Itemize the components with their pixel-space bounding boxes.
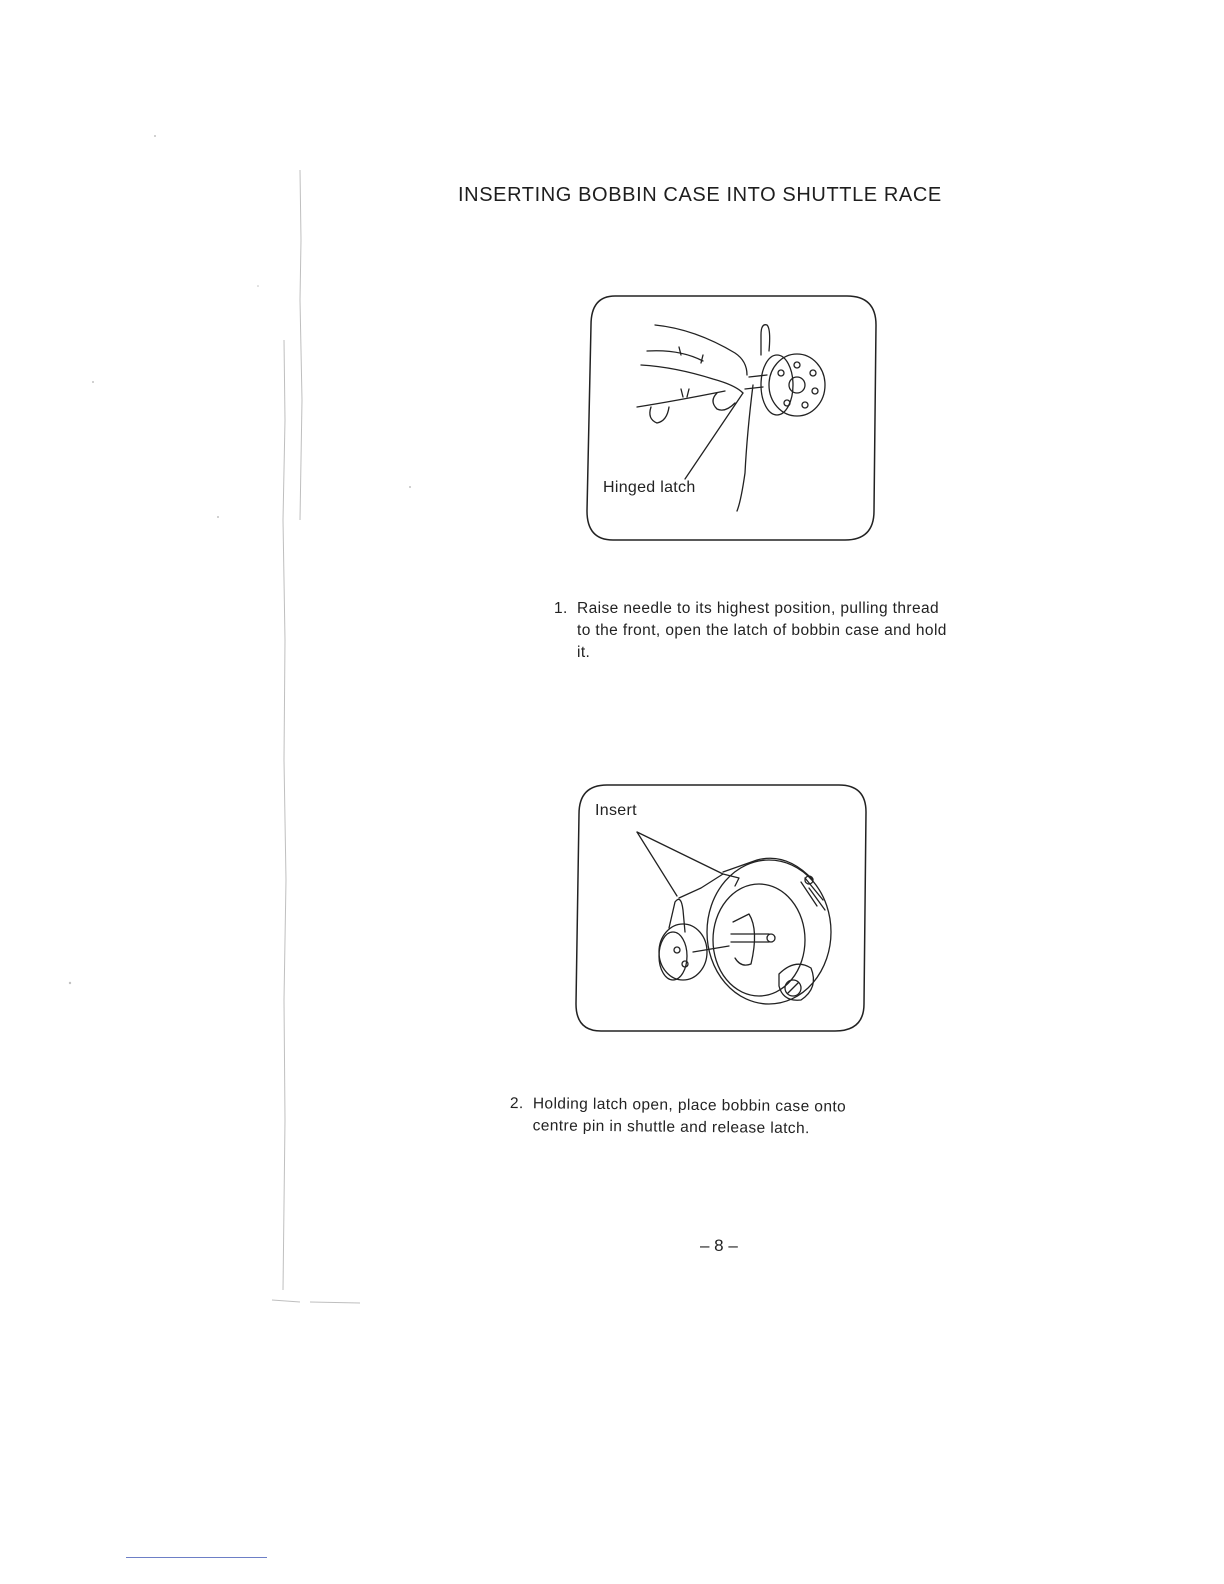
page-number: – 8 – <box>700 1236 738 1255</box>
hinged-latch-label: Hinged latch <box>603 479 696 496</box>
scan-edge-artifacts <box>0 0 420 1320</box>
step-1 <box>554 598 950 664</box>
figure-insert <box>573 782 869 1034</box>
step-2-text: Holding latch open, place bobbin case onto centre pin in shuttle and release latch. <box>532 1095 847 1138</box>
figure-hinged-latch <box>585 293 878 543</box>
bobbin-case-latch-illustration <box>585 293 878 543</box>
step-2-number: 2. <box>509 1094 524 1113</box>
page-title: INSERTING BOBBIN CASE INTO SHUTTLE RACE <box>458 184 942 206</box>
step-2 <box>510 1093 890 1141</box>
step-1-number: 1. <box>554 600 568 617</box>
insert-label: Insert <box>595 802 637 819</box>
step-1-text: Raise needle to its highest position, pulling thread to the front, open the latch of bobbin case and hold it. <box>577 600 947 661</box>
bottom-rule <box>126 1557 267 1558</box>
